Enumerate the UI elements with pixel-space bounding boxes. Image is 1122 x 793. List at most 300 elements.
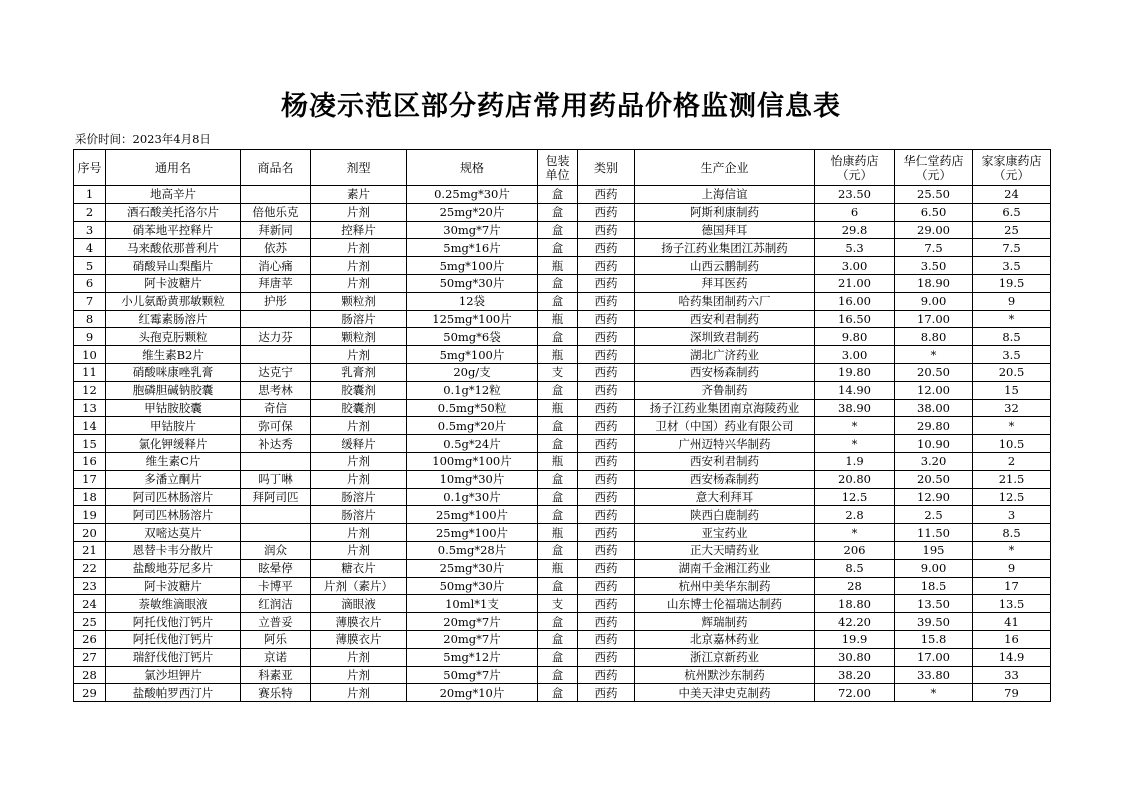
cell-category: 西药 xyxy=(578,346,635,364)
cell-spec: 50mg*30片 xyxy=(407,274,538,292)
cell-manufacturer: 意大利拜耳 xyxy=(635,488,815,506)
cell-brand-name: 红润洁 xyxy=(241,595,311,613)
cell-package-unit: 盒 xyxy=(538,274,578,292)
cell-price-store-1: 29.8 xyxy=(815,221,895,239)
cell-price-store-2: 18.90 xyxy=(895,274,973,292)
cell-brand-name: 拜阿司匹 xyxy=(241,488,311,506)
cell-brand-name: 润众 xyxy=(241,541,311,559)
cell-index: 10 xyxy=(74,346,106,364)
cell-package-unit: 瓶 xyxy=(538,524,578,542)
cell-index: 29 xyxy=(74,684,106,702)
cell-generic-name: 氯化钾缓释片 xyxy=(106,435,241,453)
cell-package-unit: 盒 xyxy=(538,292,578,310)
cell-package-unit: 盒 xyxy=(538,470,578,488)
cell-price-store-2: 12.00 xyxy=(895,381,973,399)
cell-index: 7 xyxy=(74,292,106,310)
cell-category: 西药 xyxy=(578,613,635,631)
cell-dosage-form: 胶囊剂 xyxy=(311,381,407,399)
cell-index: 12 xyxy=(74,381,106,399)
cell-price-store-3: 14.9 xyxy=(973,648,1051,666)
cell-category: 西药 xyxy=(578,630,635,648)
cell-brand-name: 卡博平 xyxy=(241,577,311,595)
cell-price-store-3: 13.5 xyxy=(973,595,1051,613)
cell-generic-name: 甲钴胺片 xyxy=(106,417,241,435)
cell-dosage-form: 薄膜衣片 xyxy=(311,630,407,648)
cell-manufacturer: 西安利君制药 xyxy=(635,452,815,470)
cell-dosage-form: 肠溶片 xyxy=(311,488,407,506)
cell-price-store-1: * xyxy=(815,435,895,453)
cell-price-store-2: 7.5 xyxy=(895,239,973,257)
cell-brand-name: 阿乐 xyxy=(241,630,311,648)
cell-price-store-2: 8.80 xyxy=(895,328,973,346)
cell-generic-name: 阿托伐他汀钙片 xyxy=(106,630,241,648)
cell-price-store-2: 29.80 xyxy=(895,417,973,435)
cell-generic-name: 硝酸异山梨酯片 xyxy=(106,257,241,275)
cell-spec: 20mg*7片 xyxy=(407,613,538,631)
cell-price-store-2: * xyxy=(895,346,973,364)
cell-spec: 0.5mg*20片 xyxy=(407,417,538,435)
cell-dosage-form: 片剂 xyxy=(311,417,407,435)
cell-index: 13 xyxy=(74,399,106,417)
cell-category: 西药 xyxy=(578,648,635,666)
cell-generic-name: 恩替卡韦分散片 xyxy=(106,541,241,559)
cell-spec: 5mg*100片 xyxy=(407,346,538,364)
table-row xyxy=(74,435,1051,453)
table-row xyxy=(74,257,1051,275)
cell-generic-name: 盐酸地芬尼多片 xyxy=(106,559,241,577)
cell-price-store-3: * xyxy=(973,310,1051,328)
cell-dosage-form: 糖衣片 xyxy=(311,559,407,577)
cell-generic-name: 多潘立酮片 xyxy=(106,470,241,488)
cell-price-store-2: 11.50 xyxy=(895,524,973,542)
cell-price-store-1: 16.00 xyxy=(815,292,895,310)
cell-category: 西药 xyxy=(578,595,635,613)
table-row xyxy=(74,274,1051,292)
cell-spec: 25mg*30片 xyxy=(407,559,538,577)
cell-category: 西药 xyxy=(578,239,635,257)
cell-category: 西药 xyxy=(578,417,635,435)
cell-price-store-1: 19.80 xyxy=(815,363,895,381)
cell-manufacturer: 陕西白鹿制药 xyxy=(635,506,815,524)
cell-price-store-1: 30.80 xyxy=(815,648,895,666)
cell-generic-name: 地高辛片 xyxy=(106,186,241,204)
page-title: 杨凌示范区部分药店常用药品价格监测信息表 xyxy=(281,91,841,122)
cell-price-store-1: 206 xyxy=(815,541,895,559)
cell-generic-name: 硝苯地平控释片 xyxy=(106,221,241,239)
cell-dosage-form: 片剂 xyxy=(311,684,407,702)
cell-package-unit: 盒 xyxy=(538,239,578,257)
cell-index: 18 xyxy=(74,488,106,506)
cell-brand-name: 弥可保 xyxy=(241,417,311,435)
cell-generic-name: 头孢克肟颗粒 xyxy=(106,328,241,346)
cell-dosage-form: 滴眼液 xyxy=(311,595,407,613)
header-generic-name: 通用名 xyxy=(106,150,241,186)
cell-price-store-2: 13.50 xyxy=(895,595,973,613)
cell-spec: 5mg*12片 xyxy=(407,648,538,666)
cell-price-store-2: 10.90 xyxy=(895,435,973,453)
cell-brand-name: 护彤 xyxy=(241,292,311,310)
cell-dosage-form: 片剂 xyxy=(311,524,407,542)
table-row xyxy=(74,524,1051,542)
cell-index: 28 xyxy=(74,666,106,684)
cell-dosage-form: 缓释片 xyxy=(311,435,407,453)
cell-manufacturer: 亚宝药业 xyxy=(635,524,815,542)
cell-spec: 0.5g*24片 xyxy=(407,435,538,453)
cell-price-store-2: 3.50 xyxy=(895,257,973,275)
price-table xyxy=(73,149,1051,702)
table-row xyxy=(74,488,1051,506)
table-row xyxy=(74,648,1051,666)
cell-price-store-1: 20.80 xyxy=(815,470,895,488)
cell-generic-name: 胞磷胆碱钠胶囊 xyxy=(106,381,241,399)
cell-price-store-2: 6.50 xyxy=(895,203,973,221)
cell-spec: 20mg*10片 xyxy=(407,684,538,702)
cell-package-unit: 盒 xyxy=(538,684,578,702)
cell-manufacturer: 拜耳医药 xyxy=(635,274,815,292)
cell-price-store-3: 32 xyxy=(973,399,1051,417)
cell-dosage-form: 片剂 xyxy=(311,346,407,364)
cell-price-store-2: 25.50 xyxy=(895,186,973,204)
cell-manufacturer: 正大天晴药业 xyxy=(635,541,815,559)
cell-price-store-3: 3 xyxy=(973,506,1051,524)
table-row xyxy=(74,328,1051,346)
cell-price-store-1: 38.90 xyxy=(815,399,895,417)
cell-spec: 25mg*100片 xyxy=(407,506,538,524)
cell-generic-name: 维生素B2片 xyxy=(106,346,241,364)
cell-generic-name: 硝酸咪康唑乳膏 xyxy=(106,363,241,381)
cell-brand-name xyxy=(241,506,311,524)
cell-package-unit: 盒 xyxy=(538,488,578,506)
table-row xyxy=(74,613,1051,631)
cell-index: 4 xyxy=(74,239,106,257)
cell-price-store-1: 8.5 xyxy=(815,559,895,577)
cell-brand-name xyxy=(241,186,311,204)
cell-price-store-3: 15 xyxy=(973,381,1051,399)
table-row xyxy=(74,186,1051,204)
cell-spec: 25mg*20片 xyxy=(407,203,538,221)
cell-price-store-3: * xyxy=(973,541,1051,559)
cell-dosage-form: 颗粒剂 xyxy=(311,292,407,310)
cell-price-store-3: 79 xyxy=(973,684,1051,702)
cell-package-unit: 盒 xyxy=(538,186,578,204)
header-store-2-name: 华仁堂药店 xyxy=(903,153,964,168)
table-row xyxy=(74,684,1051,702)
cell-price-store-1: 12.5 xyxy=(815,488,895,506)
cell-price-store-1: 2.8 xyxy=(815,506,895,524)
cell-spec: 10ml*1支 xyxy=(407,595,538,613)
cell-package-unit: 盒 xyxy=(538,506,578,524)
cell-generic-name: 酒石酸美托洛尔片 xyxy=(106,203,241,221)
cell-dosage-form: 片剂 xyxy=(311,648,407,666)
cell-spec: 0.5mg*28片 xyxy=(407,541,538,559)
cell-package-unit: 支 xyxy=(538,595,578,613)
cell-price-store-1: 3.00 xyxy=(815,257,895,275)
cell-price-store-3: 24 xyxy=(973,186,1051,204)
cell-generic-name: 红霉素肠溶片 xyxy=(106,310,241,328)
cell-price-store-2: 39.50 xyxy=(895,613,973,631)
header-store-2 xyxy=(895,150,973,186)
cell-manufacturer: 湖北广济药业 xyxy=(635,346,815,364)
header-store-3 xyxy=(973,150,1051,186)
cell-spec: 0.5mg*50粒 xyxy=(407,399,538,417)
cell-price-store-3: 41 xyxy=(973,613,1051,631)
cell-package-unit: 盒 xyxy=(538,221,578,239)
cell-category: 西药 xyxy=(578,203,635,221)
cell-generic-name: 马来酸依那普利片 xyxy=(106,239,241,257)
cell-spec: 0.25mg*30片 xyxy=(407,186,538,204)
table-row xyxy=(74,221,1051,239)
cell-manufacturer: 阿斯利康制药 xyxy=(635,203,815,221)
cell-brand-name: 京诺 xyxy=(241,648,311,666)
cell-dosage-form: 片剂 xyxy=(311,257,407,275)
table-row xyxy=(74,630,1051,648)
cell-generic-name: 阿卡波糖片 xyxy=(106,577,241,595)
cell-index: 19 xyxy=(74,506,106,524)
cell-dosage-form: 片剂 xyxy=(311,239,407,257)
cell-brand-name: 达力芬 xyxy=(241,328,311,346)
cell-price-store-1: 19.9 xyxy=(815,630,895,648)
table-row xyxy=(74,541,1051,559)
cell-price-store-3: 33 xyxy=(973,666,1051,684)
header-store-3-name: 家家康药店 xyxy=(981,153,1042,168)
cell-category: 西药 xyxy=(578,363,635,381)
cell-generic-name: 阿司匹林肠溶片 xyxy=(106,488,241,506)
cell-manufacturer: 北京嘉林药业 xyxy=(635,630,815,648)
cell-price-store-3: 6.5 xyxy=(973,203,1051,221)
cell-price-store-2: 17.00 xyxy=(895,648,973,666)
cell-category: 西药 xyxy=(578,684,635,702)
table-row xyxy=(74,666,1051,684)
cell-price-store-1: 42.20 xyxy=(815,613,895,631)
table-row xyxy=(74,506,1051,524)
cell-index: 3 xyxy=(74,221,106,239)
cell-price-store-2: 20.50 xyxy=(895,470,973,488)
cell-price-store-1: 3.00 xyxy=(815,346,895,364)
cell-dosage-form: 素片 xyxy=(311,186,407,204)
cell-spec: 50mg*6袋 xyxy=(407,328,538,346)
cell-dosage-form: 片剂 xyxy=(311,274,407,292)
cell-dosage-form: 颗粒剂 xyxy=(311,328,407,346)
cell-dosage-form: 片剂 xyxy=(311,666,407,684)
cell-brand-name: 科素亚 xyxy=(241,666,311,684)
cell-package-unit: 盒 xyxy=(538,328,578,346)
cell-price-store-1: * xyxy=(815,417,895,435)
cell-generic-name: 萘敏维滴眼液 xyxy=(106,595,241,613)
cell-manufacturer: 杭州中美华东制药 xyxy=(635,577,815,595)
cell-spec: 20g/支 xyxy=(407,363,538,381)
cell-manufacturer: 深圳致君制药 xyxy=(635,328,815,346)
table-row xyxy=(74,452,1051,470)
cell-category: 西药 xyxy=(578,666,635,684)
cell-category: 西药 xyxy=(578,381,635,399)
cell-category: 西药 xyxy=(578,452,635,470)
cell-spec: 20mg*7片 xyxy=(407,630,538,648)
cell-price-store-2: 15.8 xyxy=(895,630,973,648)
cell-manufacturer: 卫材（中国）药业有限公司 xyxy=(635,417,815,435)
table-row xyxy=(74,399,1051,417)
cell-index: 5 xyxy=(74,257,106,275)
table-body xyxy=(74,186,1051,702)
header-store-2-unit: （元） xyxy=(915,167,952,182)
cell-brand-name: 赛乐特 xyxy=(241,684,311,702)
cell-price-store-2: 17.00 xyxy=(895,310,973,328)
cell-dosage-form: 片剂 xyxy=(311,203,407,221)
cell-price-store-2: 38.00 xyxy=(895,399,973,417)
cell-dosage-form: 片剂 xyxy=(311,470,407,488)
cell-spec: 12袋 xyxy=(407,292,538,310)
cell-spec: 30mg*7片 xyxy=(407,221,538,239)
header-manufacturer: 生产企业 xyxy=(635,150,815,186)
cell-brand-name: 思考林 xyxy=(241,381,311,399)
header-dosage-form: 剂型 xyxy=(311,150,407,186)
cell-dosage-form: 片剂（素片） xyxy=(311,577,407,595)
cell-package-unit: 瓶 xyxy=(538,346,578,364)
table-row xyxy=(74,239,1051,257)
cell-price-store-3: 3.5 xyxy=(973,346,1051,364)
cell-index: 9 xyxy=(74,328,106,346)
cell-manufacturer: 山东博士伦福瑞达制药 xyxy=(635,595,815,613)
cell-spec: 10mg*30片 xyxy=(407,470,538,488)
cell-price-store-2: 33.80 xyxy=(895,666,973,684)
cell-price-store-3: 19.5 xyxy=(973,274,1051,292)
cell-brand-name: 补达秀 xyxy=(241,435,311,453)
table-row xyxy=(74,417,1051,435)
table-row xyxy=(74,577,1051,595)
header-package-unit-line1: 包装 xyxy=(545,153,570,168)
cell-brand-name xyxy=(241,346,311,364)
cell-price-store-1: 23.50 xyxy=(815,186,895,204)
cell-category: 西药 xyxy=(578,559,635,577)
cell-brand-name: 眩晕停 xyxy=(241,559,311,577)
cell-spec: 0.1g*12粒 xyxy=(407,381,538,399)
cell-brand-name: 奇信 xyxy=(241,399,311,417)
cell-category: 西药 xyxy=(578,292,635,310)
cell-manufacturer: 中美天津史克制药 xyxy=(635,684,815,702)
cell-category: 西药 xyxy=(578,274,635,292)
cell-price-store-3: 20.5 xyxy=(973,363,1051,381)
cell-dosage-form: 胶囊剂 xyxy=(311,399,407,417)
cell-price-store-2: 29.00 xyxy=(895,221,973,239)
cell-price-store-3: * xyxy=(973,417,1051,435)
cell-price-store-3: 3.5 xyxy=(973,257,1051,275)
cell-manufacturer: 辉瑞制药 xyxy=(635,613,815,631)
cell-brand-name xyxy=(241,310,311,328)
cell-generic-name: 阿司匹林肠溶片 xyxy=(106,506,241,524)
cell-category: 西药 xyxy=(578,470,635,488)
cell-price-store-3: 8.5 xyxy=(973,524,1051,542)
cell-dosage-form: 肠溶片 xyxy=(311,506,407,524)
table-row xyxy=(74,292,1051,310)
cell-category: 西药 xyxy=(578,310,635,328)
cell-category: 西药 xyxy=(578,541,635,559)
cell-package-unit: 瓶 xyxy=(538,257,578,275)
cell-index: 15 xyxy=(74,435,106,453)
cell-price-store-1: 38.20 xyxy=(815,666,895,684)
cell-price-store-3: 8.5 xyxy=(973,328,1051,346)
cell-manufacturer: 西安杨森制药 xyxy=(635,470,815,488)
cell-price-store-3: 2 xyxy=(973,452,1051,470)
cell-package-unit: 瓶 xyxy=(538,452,578,470)
cell-index: 8 xyxy=(74,310,106,328)
header-store-1-name: 怡康药店 xyxy=(830,153,879,168)
cell-dosage-form: 片剂 xyxy=(311,541,407,559)
cell-index: 22 xyxy=(74,559,106,577)
table-row xyxy=(74,595,1051,613)
cell-dosage-form: 乳膏剂 xyxy=(311,363,407,381)
cell-manufacturer: 浙江京新药业 xyxy=(635,648,815,666)
cell-manufacturer: 齐鲁制药 xyxy=(635,381,815,399)
cell-category: 西药 xyxy=(578,399,635,417)
cell-category: 西药 xyxy=(578,257,635,275)
cell-price-store-1: 18.80 xyxy=(815,595,895,613)
cell-index: 14 xyxy=(74,417,106,435)
cell-dosage-form: 片剂 xyxy=(311,452,407,470)
cell-price-store-1: 28 xyxy=(815,577,895,595)
cell-price-store-3: 21.5 xyxy=(973,470,1051,488)
cell-dosage-form: 薄膜衣片 xyxy=(311,613,407,631)
cell-index: 2 xyxy=(74,203,106,221)
table-row xyxy=(74,363,1051,381)
cell-manufacturer: 广州迈特兴华制药 xyxy=(635,435,815,453)
cell-spec: 0.1g*30片 xyxy=(407,488,538,506)
cell-price-store-1: 1.9 xyxy=(815,452,895,470)
cell-category: 西药 xyxy=(578,524,635,542)
cell-brand-name: 拜新同 xyxy=(241,221,311,239)
cell-price-store-3: 9 xyxy=(973,559,1051,577)
table-row xyxy=(74,310,1051,328)
cell-price-store-2: 9.00 xyxy=(895,292,973,310)
cell-brand-name: 吗丁啉 xyxy=(241,470,311,488)
table-header-row xyxy=(74,150,1051,186)
cell-manufacturer: 西安杨森制药 xyxy=(635,363,815,381)
cell-price-store-2: 3.20 xyxy=(895,452,973,470)
cell-price-store-1: 16.50 xyxy=(815,310,895,328)
header-store-1-unit: （元） xyxy=(836,167,873,182)
cell-index: 1 xyxy=(74,186,106,204)
cell-index: 20 xyxy=(74,524,106,542)
collection-date: 采价时间：2023年4月8日 xyxy=(75,132,211,146)
cell-brand-name: 依苏 xyxy=(241,239,311,257)
cell-manufacturer: 杭州默沙东制药 xyxy=(635,666,815,684)
cell-brand-name: 达克宁 xyxy=(241,363,311,381)
cell-price-store-2: 12.90 xyxy=(895,488,973,506)
cell-spec: 5mg*100片 xyxy=(407,257,538,275)
header-store-3-unit: （元） xyxy=(993,167,1030,182)
cell-brand-name xyxy=(241,452,311,470)
header-package-unit-line2: 单位 xyxy=(545,167,570,182)
cell-price-store-3: 25 xyxy=(973,221,1051,239)
cell-category: 西药 xyxy=(578,577,635,595)
cell-manufacturer: 扬子江药业集团江苏制药 xyxy=(635,239,815,257)
header-category: 类别 xyxy=(578,150,635,186)
cell-price-store-2: 18.5 xyxy=(895,577,973,595)
cell-generic-name: 甲钴胺胶囊 xyxy=(106,399,241,417)
cell-category: 西药 xyxy=(578,186,635,204)
cell-category: 西药 xyxy=(578,506,635,524)
cell-generic-name: 阿托伐他汀钙片 xyxy=(106,613,241,631)
cell-brand-name: 消心痛 xyxy=(241,257,311,275)
cell-price-store-1: 72.00 xyxy=(815,684,895,702)
cell-generic-name: 双嘧达莫片 xyxy=(106,524,241,542)
cell-package-unit: 盒 xyxy=(538,666,578,684)
cell-price-store-1: 14.90 xyxy=(815,381,895,399)
cell-package-unit: 盒 xyxy=(538,648,578,666)
cell-spec: 50mg*30片 xyxy=(407,577,538,595)
cell-brand-name: 倍他乐克 xyxy=(241,203,311,221)
cell-index: 16 xyxy=(74,452,106,470)
cell-package-unit: 盒 xyxy=(538,630,578,648)
cell-brand-name xyxy=(241,524,311,542)
